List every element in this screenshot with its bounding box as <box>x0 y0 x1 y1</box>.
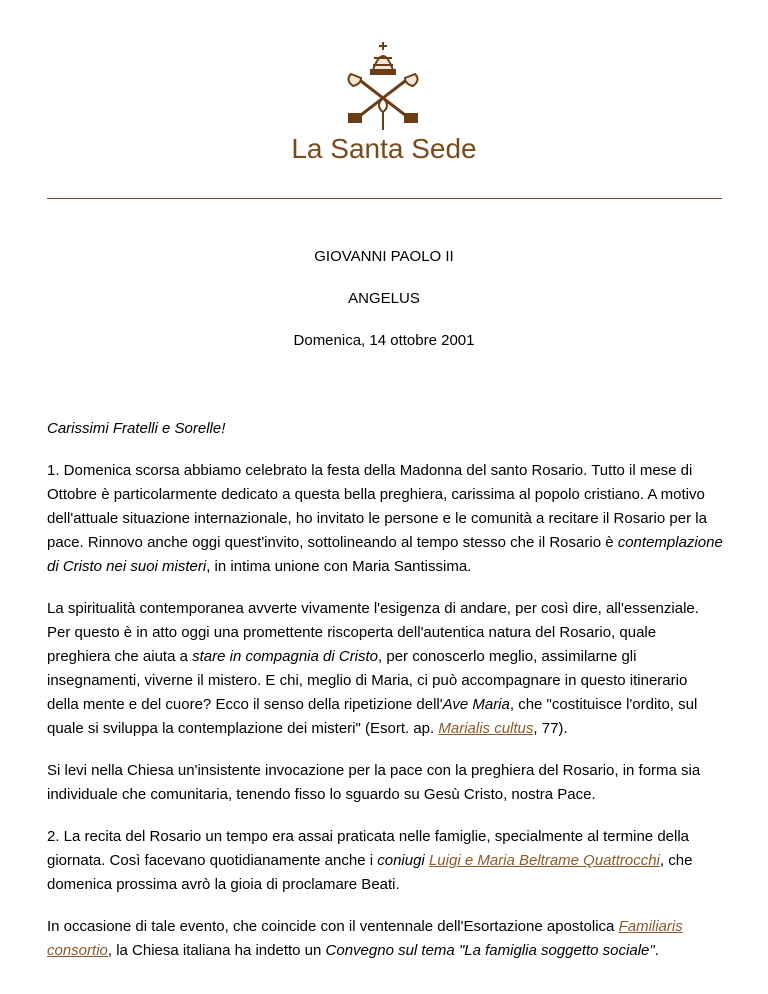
holy-see-emblem-icon <box>343 40 423 132</box>
document-type: ANGELUS <box>348 290 420 307</box>
header-divider <box>47 198 722 199</box>
paragraph-2: La spiritualità contemporanea avverte vivamente l'esigenza di andare, per così dire, all'essenziale. Per questo è in atto oggi una promettente riscoperta dell'autentica natura del Rosario, quale preghiera che aiuta a stare in compagnia di Cristo, per conoscerlo meglio, assimilarne gli insegnamenti, viverne il mistero. E chi, meglio di Maria, ci può accompagnare in questo itinerario della mente e del cuore? Ecco il senso della ripetizione dell'Ave Maria, che "costituisce l'ordito, sul quale si sviluppa la contemplazione dei misteri" (Esort. ap. Marialis cultus, 77). <box>47 600 699 737</box>
link-beltrame-quattrocchi[interactable]: Luigi e Maria Beltrame Quattrocchi <box>428 852 660 869</box>
paragraph-4: 2. La recita del Rosario un tempo era assai praticata nelle famiglie, specialmente al termine della giornata. Così facevano quotidianamente anche i coniugi Luigi e Maria Beltrame Quattrocchi, che domenica prossima avrò la gioia di proclamare Beati. <box>47 828 693 893</box>
paragraph-1: 1. Domenica scorsa abbiamo celebrato la festa della Madonna del santo Rosario. Tutto il mese di Ottobre è particolarmente dedicato a questa bella preghiera, carissima al popolo cristiano. A motivo dell'attuale situazione internazionale, ho invitato le persone e le comunità a recitare il Rosario per la pace. Rinnovo anche oggi quest'invito, sottolineando al tempo stesso che il Rosario è contemplazione di Cristo nei suoi misteri, in intima unione con Maria Santissima. <box>47 462 723 575</box>
document-body <box>47 417 723 981</box>
greeting: Carissimi Fratelli e Sorelle! <box>47 420 226 437</box>
link-marialis-cultus[interactable]: Marialis cultus <box>438 720 534 737</box>
document-date: Domenica, 14 ottobre 2001 <box>293 332 475 349</box>
author-line: GIOVANNI PAOLO II <box>314 248 454 265</box>
paragraph-5: In occasione di tale evento, che coincide con il ventennale dell'Esortazione apostolica Familiaris consortio, la Chiesa italiana ha indetto un Convegno sul tema "La famiglia soggetto sociale". <box>47 918 683 959</box>
paragraph-3: Si levi nella Chiesa un'insistente invocazione per la pace con la preghiera del Rosario, in forma sia individuale che comunitaria, tenendo fisso lo sguardo su Gesù Cristo, nostra Pace. <box>47 762 701 803</box>
link-familiaris-consortio[interactable]: Familiaris consortio <box>47 918 683 959</box>
site-title[interactable]: La Santa Sede <box>291 133 477 164</box>
